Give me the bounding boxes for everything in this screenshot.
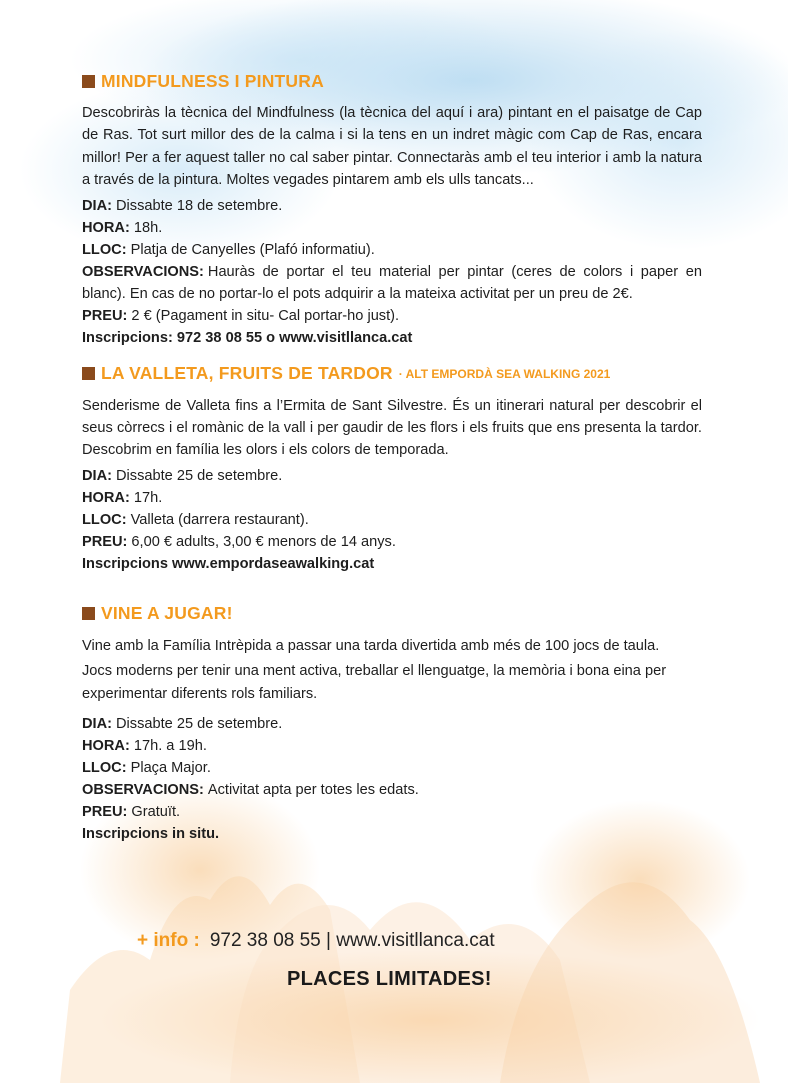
detail-label: DIA: [82, 197, 112, 214]
detail-label: PREU: [82, 533, 128, 550]
detail-value: 6,00 € adults, 3,00 € menors de 14 anys. [131, 533, 396, 550]
section-description: Senderisme de Valleta fins a l’Ermita de Sant Silvestre. És un itinerari natural per descobrir el seus còrrecs i el romànic de la vall i per gaudir de les flors i els fruits que ens presenta la tardor. Descobrim en família les olors i els colors de temporada. [82, 397, 702, 459]
detail-value: 17h. a 19h. [133, 738, 207, 755]
detail-price [82, 801, 702, 823]
detail-value: 17h. [133, 489, 163, 506]
detail-label: HORA: [82, 219, 130, 236]
detail-label: PREU: [82, 307, 128, 324]
detail-price [82, 305, 702, 327]
info-line [137, 930, 495, 952]
detail-value: Dissabte 25 de setembre. [116, 467, 283, 484]
detail-value: 2 € (Pagament in situ- Cal portar-ho just). [131, 307, 400, 324]
section-heading [82, 359, 702, 389]
detail-time [82, 735, 702, 757]
detail-label: LLOC: [82, 241, 127, 258]
detail-value: Dissabte 18 de setembre. [116, 197, 283, 214]
detail-label: OBSERVACIONS: [82, 782, 204, 799]
detail-value: Valleta (darrera restaurant). [130, 511, 309, 528]
detail-label: DIA: [82, 716, 112, 733]
detail-place [82, 757, 702, 779]
detail-notes [82, 779, 702, 801]
detail-value: Platja de Canyelles (Plafó informatiu). [130, 241, 375, 258]
info-contact[interactable]: 972 38 08 55 | www.visitllanca.cat [209, 930, 495, 951]
registration-info: Inscripcions in situ. [82, 826, 220, 843]
detail-label: DIA: [82, 467, 112, 484]
section-vine-a-jugar [82, 599, 702, 845]
detail-value: Activitat apta per totes les edats. [207, 782, 419, 799]
detail-notes [82, 261, 702, 305]
detail-value: Hauràs de portar el teu material per pintar (ceres de colors i paper en blanc). En cas de no portar-lo el pots adquirir a la mateixa activitat per un preu de 2€. [82, 263, 702, 302]
section-title: LA VALLETA, FRUITS DE TARDOR [101, 363, 393, 384]
square-bullet-icon [82, 367, 95, 380]
registration-info: Inscripcions: 972 38 08 55 o www.visitllanca.cat [82, 329, 413, 346]
detail-time [82, 217, 702, 239]
detail-label: LLOC: [82, 760, 127, 777]
detail-label: LLOC: [82, 511, 127, 528]
detail-label: PREU: [82, 804, 128, 821]
detail-place [82, 509, 702, 531]
detail-value: Gratuït. [131, 804, 181, 821]
info-label: + info : [137, 930, 200, 951]
detail-value: Plaça Major. [130, 760, 211, 777]
section-valleta [82, 359, 702, 575]
section-description-extra: Jocs moderns per tenir una ment activa, treballar el llenguatge, la memòria i bona eina per experimentar diferents rols familiars. [82, 663, 667, 702]
section-description: Vine amb la Família Intrèpida a passar una tarda divertida amb més de 100 jocs de taula. [82, 637, 660, 654]
detail-place [82, 239, 702, 261]
detail-label: HORA: [82, 738, 130, 755]
section-heading [82, 66, 702, 96]
section-title: VINE A JUGAR! [101, 603, 233, 624]
square-bullet-icon [82, 607, 95, 620]
detail-price [82, 531, 702, 553]
registration-info: Inscripcions www.empordaseawalking.cat [82, 555, 375, 572]
detail-time [82, 487, 702, 509]
detail-label: OBSERVACIONS: [82, 263, 204, 280]
detail-label: HORA: [82, 489, 130, 506]
detail-value: 18h. [133, 219, 163, 236]
section-title: MINDFULNESS I PINTURA [101, 70, 324, 91]
detail-day [82, 713, 702, 735]
section-description: Descobriràs la tècnica del Mindfulness (la tècnica del aquí i ara) pintant en el paisatge de Cap de Ras. Tot surt millor des de la calma i si la tens en un indret màgic com Cap de Ras, encara millor! Per a fer aquest taller no cal saber pintar. Connectaràs amb el teu interior i amb la natura a través de la pintura. Moltes vegades pintarem amb els ulls tancats... [82, 105, 702, 189]
section-heading [82, 599, 702, 629]
page-content [82, 66, 702, 845]
detail-day [82, 195, 702, 217]
square-bullet-icon [82, 75, 95, 88]
detail-day [82, 465, 702, 487]
detail-value: Dissabte 25 de setembre. [116, 716, 283, 733]
places-limited-notice: PLACES LIMITADES! [287, 968, 492, 990]
section-mindfulness [82, 66, 702, 349]
section-subtitle: · ALT EMPORDÀ SEA WALKING 2021 [398, 366, 611, 381]
